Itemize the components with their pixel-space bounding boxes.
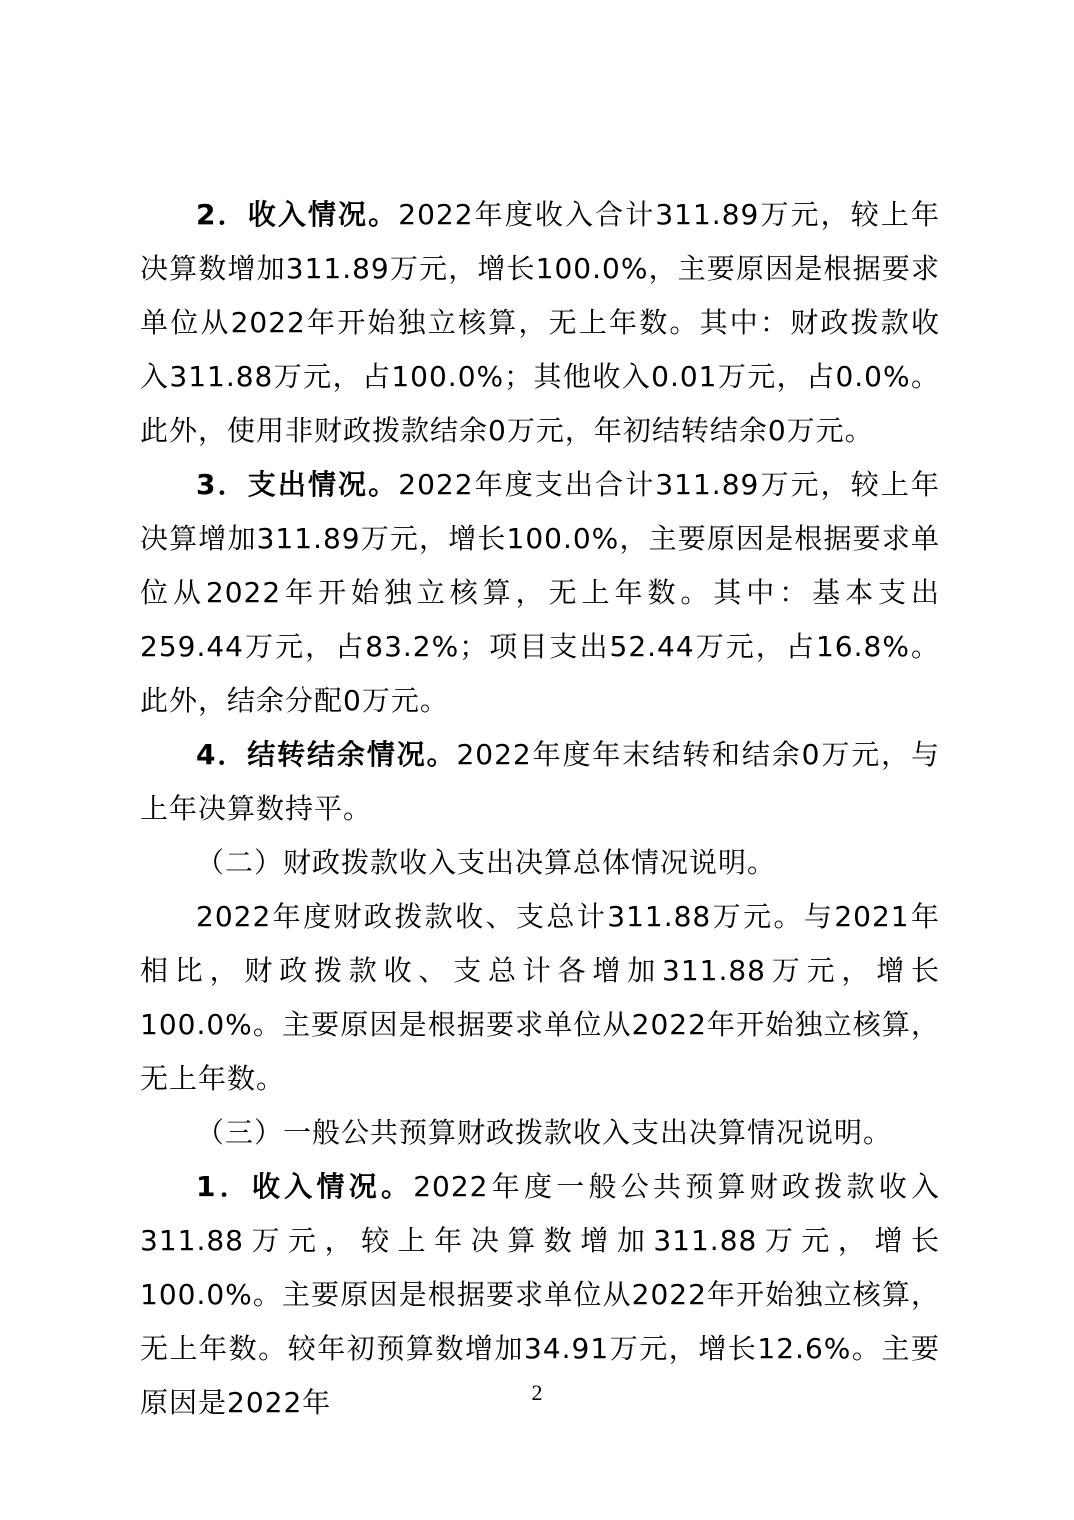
- paragraph-lead: 3．支出情况。: [196, 468, 399, 501]
- paragraph-lead: 1．收入情况。: [196, 1170, 414, 1203]
- paragraph-text: 2022年度收入合计311.89万元，较上年决算数增加311.89万元，增长100.0%，主要原因是根据要求单位从2022年开始独立核算，无上年数。其中：财政拨款收入311.88万元，占100.0%；其他收入0.01万元，占0.0%。此外，使用非财政拨款结余0万元，年初结转结余0万元。: [140, 198, 941, 447]
- paragraph-lead: 4．结转结余情况。: [196, 738, 457, 771]
- paragraph-expenditure: [140, 458, 940, 728]
- paragraph-text: 2022年度支出合计311.89万元，较上年决算增加311.89万元，增长100.0%，主要原因是根据要求单位从2022年开始独立核算，无上年数。其中：基本支出259.44万元，占83.2%；项目支出52.44万元，占16.8%。此外，结余分配0万元。: [140, 468, 941, 717]
- paragraph-text: 2022年度年末结转和结余0万元，与上年决算数持平。: [140, 738, 940, 825]
- paragraph-income: [140, 188, 940, 458]
- paragraph-fiscal-total: [140, 890, 940, 1106]
- document-body: [140, 188, 940, 1430]
- paragraph-text: 2022年度一般公共预算财政拨款收入311.88万元，较上年决算数增加311.88万元，增长100.0%。主要原因是根据要求单位从2022年开始独立核算，无上年数。较年初预算数增加34.91万元，增长12.6%。主要原因是2022年: [140, 1170, 940, 1419]
- page-number: 2: [531, 1380, 543, 1405]
- paragraph-lead: 2．收入情况。: [196, 198, 399, 231]
- paragraph-carryover: [140, 728, 940, 836]
- section-heading-fiscal-appropriation: [140, 836, 940, 890]
- section-heading-general-budget: [140, 1106, 940, 1160]
- paragraph-text: 2022年度财政拨款收、支总计311.88万元。与2021年相比，财政拨款收、支总计各增加311.88万元，增长100.0%。主要原因是根据要求单位从2022年开始独立核算，无上年数。: [140, 900, 940, 1095]
- section-heading-text: （三）一般公共预算财政拨款收入支出决算情况说明。: [196, 1116, 893, 1149]
- section-heading-text: （二）财政拨款收入支出决算总体情况说明。: [196, 846, 777, 879]
